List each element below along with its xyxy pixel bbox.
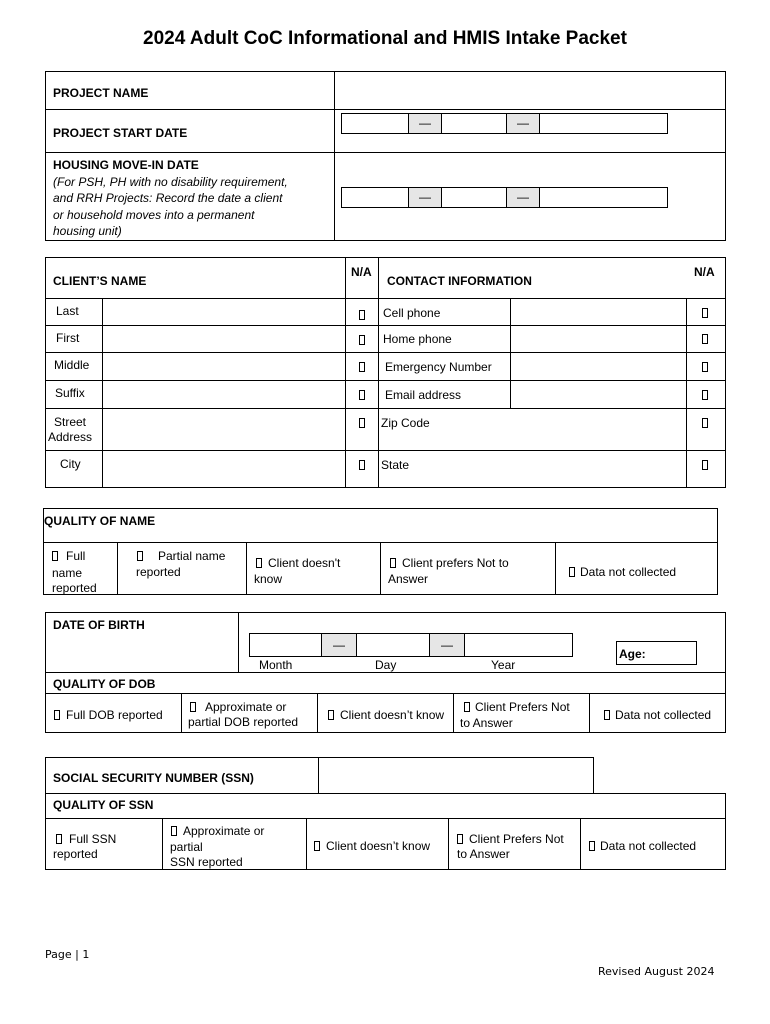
revised-date: Revised August 2024 [598,965,715,978]
housing-move-in-label: HOUSING MOVE-IN DATE [53,158,199,172]
street-address-label: Address [48,430,93,444]
cell-na-checkbox[interactable] [702,308,708,318]
move-in-note: and RRH Projects: Record the date a client [53,191,283,205]
dob-prefers-not-label: Client Prefers Not [475,700,570,714]
middle-name-label: Middle [54,358,90,372]
page-number: Page | 1 [45,948,90,961]
dob-month-label: Month [259,658,293,672]
qn-not-collected-label: Data not collected [580,565,677,579]
qn-prefers-not-checkbox[interactable] [390,558,396,568]
date-separator: — [321,634,357,656]
ssn-full-checkbox[interactable] [56,834,62,844]
qn-not-collected-checkbox[interactable] [569,567,575,577]
dob-approx-label: Approximate or [205,700,287,714]
dob-full-label: Full DOB reported [66,708,163,722]
suffix-label: Suffix [55,386,85,400]
qn-doesnt-know-label: know [254,572,283,586]
quality-of-ssn-header: QUALITY OF SSN [53,798,154,812]
dob-doesnt-know-label: Client doesn’t know [340,708,445,722]
cell-phone-label: Cell phone [383,306,441,320]
dob-approx-label: partial DOB reported [188,715,299,729]
emergency-number-label: Emergency Number [385,360,492,374]
quality-of-dob-header: QUALITY OF DOB [53,677,156,691]
ssn-header: SOCIAL SECURITY NUMBER (SSN) [53,771,254,785]
dob-full-checkbox[interactable] [54,710,60,720]
emergency-na-checkbox[interactable] [702,362,708,372]
ssn-prefers-not-checkbox[interactable] [457,834,463,844]
move-in-note: or household moves into a permanent [53,208,255,222]
age-label: Age: [619,647,646,661]
contact-info-header: CONTACT INFORMATION [387,274,532,288]
ssn-not-collected-label: Data not collected [600,839,697,853]
qn-partial-checkbox[interactable] [137,551,143,561]
ssn-doesnt-know-checkbox[interactable] [314,841,320,851]
date-separator: — [408,114,442,133]
state-na-checkbox[interactable] [702,460,708,470]
dob-date-field[interactable] [249,633,573,657]
qn-full-label: reported [52,581,97,595]
qn-prefers-not-label: Answer [388,572,429,586]
ssn-approx-label: Approximate or [183,824,265,838]
first-na-checkbox[interactable] [359,335,365,345]
project-start-date-field[interactable] [341,113,668,134]
move-in-note: housing unit) [53,224,122,238]
ssn-input-cell[interactable] [318,757,594,794]
ssn-full-label: Full SSN [69,832,117,846]
zip-na-checkbox[interactable] [702,418,708,428]
clients-name-header: CLIENT’S NAME [53,274,147,288]
contact-na-header: N/A [694,265,715,279]
qn-doesnt-know-label: Client doesn't [268,556,341,570]
qn-doesnt-know-checkbox[interactable] [256,558,262,568]
ssn-full-label: reported [53,847,98,861]
ssn-approx-checkbox[interactable] [171,826,177,836]
date-separator: — [506,114,540,133]
ssn-not-collected-checkbox[interactable] [589,841,595,851]
email-address-label: Email address [385,388,462,402]
street-na-checkbox[interactable] [359,418,365,428]
state-label: State [381,458,410,472]
street-address-label: Street [54,415,87,429]
date-separator: — [506,188,540,207]
housing-move-in-date-field[interactable] [341,187,668,208]
dob-doesnt-know-checkbox[interactable] [328,710,334,720]
city-na-checkbox[interactable] [359,460,365,470]
qn-partial-label: Partial name [158,549,226,563]
zip-code-label: Zip Code [381,416,430,430]
client-na-header: N/A [351,265,372,279]
email-na-checkbox[interactable] [702,390,708,400]
dob-day-label: Day [375,658,397,672]
qn-full-label: Full [66,549,86,563]
qn-prefers-not-label: Client prefers Not to [402,556,509,570]
ssn-prefers-not-label: to Answer [457,847,510,861]
dob-prefers-not-label: to Answer [460,716,513,730]
ssn-doesnt-know-label: Client doesn’t know [326,839,431,853]
dob-approx-checkbox[interactable] [190,702,196,712]
middle-na-checkbox[interactable] [359,362,365,372]
suffix-na-checkbox[interactable] [359,390,365,400]
page-title: 2024 Adult CoC Informational and HMIS Intake Packet [143,28,627,49]
move-in-note: (For PSH, PH with no disability requirement, [53,175,288,189]
home-phone-label: Home phone [383,332,452,346]
dob-prefers-not-checkbox[interactable] [464,702,470,712]
city-label: City [60,457,81,471]
qn-full-label: name [52,566,83,580]
dob-year-label: Year [491,658,516,672]
ssn-approx-label: SSN reported [170,855,243,869]
qn-partial-label: reported [136,565,181,579]
ssn-prefers-not-label: Client Prefers Not [469,832,564,846]
ssn-approx-label: partial [170,840,203,854]
date-separator: — [429,634,465,656]
home-na-checkbox[interactable] [702,334,708,344]
date-separator: — [408,188,442,207]
dob-not-collected-checkbox[interactable] [604,710,610,720]
project-name-label: PROJECT NAME [53,86,149,100]
date-of-birth-header: DATE OF BIRTH [53,618,145,632]
last-name-label: Last [56,304,79,318]
dob-not-collected-label: Data not collected [615,708,712,722]
project-start-date-label: PROJECT START DATE [53,126,188,140]
first-name-label: First [56,331,80,345]
qn-full-checkbox[interactable] [52,551,58,561]
last-na-checkbox[interactable] [359,310,365,320]
quality-of-name-header: QUALITY OF NAME [44,514,156,528]
